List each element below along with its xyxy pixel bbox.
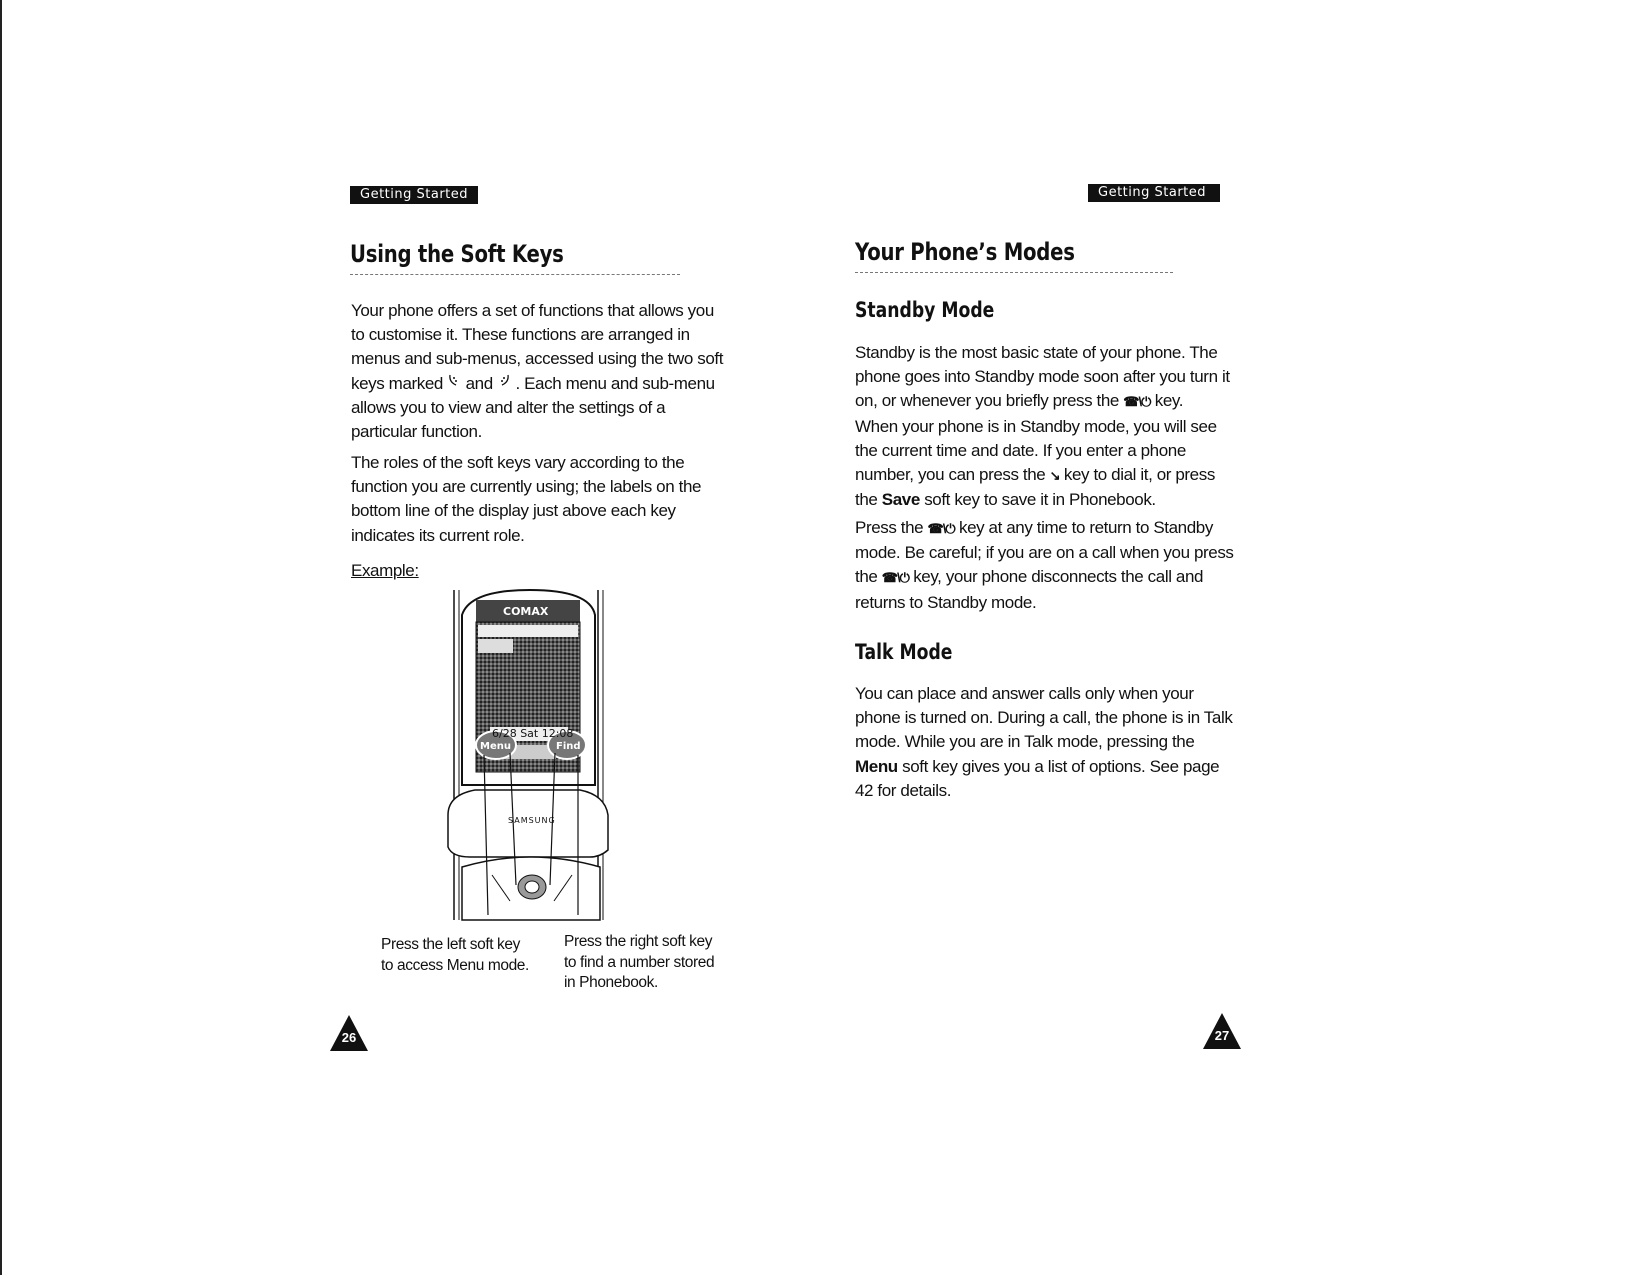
- text-line: menus and sub-menus, accessed using the two soft: [351, 349, 724, 369]
- end-power-key-icon: ☎\⏻: [881, 570, 909, 586]
- right-softkey-icon: [497, 374, 515, 393]
- text-line: indicates its current role.: [351, 525, 525, 545]
- text-line: Standby is the most basic state of your phone. The: [855, 343, 1218, 362]
- text-line: [351, 372, 731, 396]
- text-line: returns to Standby mode.: [855, 592, 1037, 612]
- left-softkey-icon: [447, 374, 465, 393]
- text-fragment: the: [855, 567, 878, 587]
- caption-line: in Phonebook.: [564, 974, 658, 991]
- text-fragment: number, you can press the: [855, 465, 1046, 485]
- page-number-left: [330, 1015, 368, 1051]
- text-line: bottom line of the display just above each key: [351, 501, 676, 521]
- caption-line: to access Menu mode.: [381, 956, 529, 974]
- menu-softkey-term: Menu: [855, 756, 898, 776]
- text-line: Your phone offers a set of functions that allows you: [351, 301, 714, 320]
- caption-line: to find a number stored: [564, 953, 715, 971]
- page-title-left: Using the Soft Keys: [350, 240, 564, 268]
- page-left-edge-rule: [0, 0, 2, 1275]
- end-power-key-icon: ☎\⏻: [1123, 394, 1151, 410]
- text-line: [855, 755, 1235, 779]
- section-tab-left: Getting Started: [350, 186, 478, 204]
- text-fragment: and: [465, 373, 493, 393]
- page-number-text: 26: [341, 1030, 357, 1045]
- page-title-right: Your Phone’s Modes: [855, 238, 1075, 266]
- text-line: You can place and answer calls only when your: [855, 684, 1194, 703]
- text-line: mode. While you are in Talk mode, pressing the: [855, 732, 1195, 752]
- text-line: function you are currently using; the labels on the: [351, 477, 702, 497]
- caption-left-softkey: [381, 935, 529, 976]
- text-fragment: key.: [1154, 391, 1184, 411]
- soft-keys-roles-paragraph: [351, 451, 731, 548]
- text-line: 42 for details.: [855, 780, 952, 800]
- text-fragment: key at any time to return to Standby: [958, 518, 1213, 537]
- standby-paragraph-1: [855, 341, 1235, 512]
- text-fragment: keys marked: [351, 373, 443, 393]
- text-line: The roles of the soft keys vary according to the: [351, 453, 685, 472]
- phone-brand-top: COMAX: [503, 605, 549, 618]
- text-fragment: the: [855, 490, 878, 510]
- text-line: particular function.: [351, 422, 482, 442]
- text-line: phone goes into Standby mode soon after you turn it: [855, 367, 1230, 387]
- caption-right-softkey: [564, 932, 714, 994]
- end-power-key-icon: ☎\⏻: [927, 521, 955, 536]
- text-line: mode. Be careful; if you are on a call when you press: [855, 543, 1234, 563]
- text-fragment: soft key gives you a list of options. See page: [902, 756, 1220, 776]
- talk-mode-paragraph: [855, 682, 1235, 803]
- text-line: the current time and date. If you enter a phone: [855, 440, 1186, 460]
- text-line: [855, 389, 1235, 414]
- phone-right-softkey-label: Find: [556, 741, 581, 752]
- page-number-right: [1203, 1013, 1241, 1049]
- send-key-icon: ↘: [1049, 468, 1060, 484]
- text-line: [855, 463, 1235, 488]
- heading-underline-left: [350, 274, 680, 275]
- text-fragment: on, or whenever you briefly press the: [855, 391, 1119, 411]
- phone-illustration: [440, 585, 640, 930]
- text-line: When your phone is in Standby mode, you will see: [855, 416, 1217, 436]
- text-fragment: key, your phone disconnects the call and: [913, 567, 1204, 587]
- heading-underline-right: [855, 272, 1173, 273]
- text-line: [855, 565, 1235, 590]
- page-number-text: 27: [1214, 1028, 1230, 1043]
- standby-mode-heading: Standby Mode: [855, 298, 995, 322]
- text-fragment: key to dial it, or press: [1063, 465, 1215, 485]
- text-fragment: soft key to save it in Phonebook.: [924, 490, 1156, 510]
- text-line: allows you to view and alter the settings of a: [351, 397, 666, 417]
- save-softkey-term: Save: [881, 490, 920, 510]
- phone-screen-date: 6/28 Sat 12:08: [492, 727, 574, 740]
- text-fragment: . Each menu and sub-menu: [515, 373, 715, 393]
- text-line: phone is turned on. During a call, the phone is in Talk: [855, 708, 1233, 728]
- caption-line: Press the right soft key: [564, 933, 713, 950]
- text-line: [855, 488, 1235, 512]
- phone-left-softkey-label: Menu: [480, 741, 511, 752]
- example-label: Example:: [351, 561, 419, 580]
- caption-line: Press the left soft key: [381, 936, 520, 953]
- text-fragment: Press the: [855, 518, 924, 537]
- text-line: [855, 516, 1235, 541]
- talk-mode-heading: Talk Mode: [855, 640, 953, 664]
- section-tab-right: Getting Started: [1088, 184, 1220, 202]
- text-line: to customise it. These functions are arranged in: [351, 325, 690, 345]
- soft-keys-intro-paragraph: [351, 299, 731, 444]
- phone-brand-body: SAMSUNG: [508, 816, 556, 825]
- standby-paragraph-2: [855, 516, 1235, 615]
